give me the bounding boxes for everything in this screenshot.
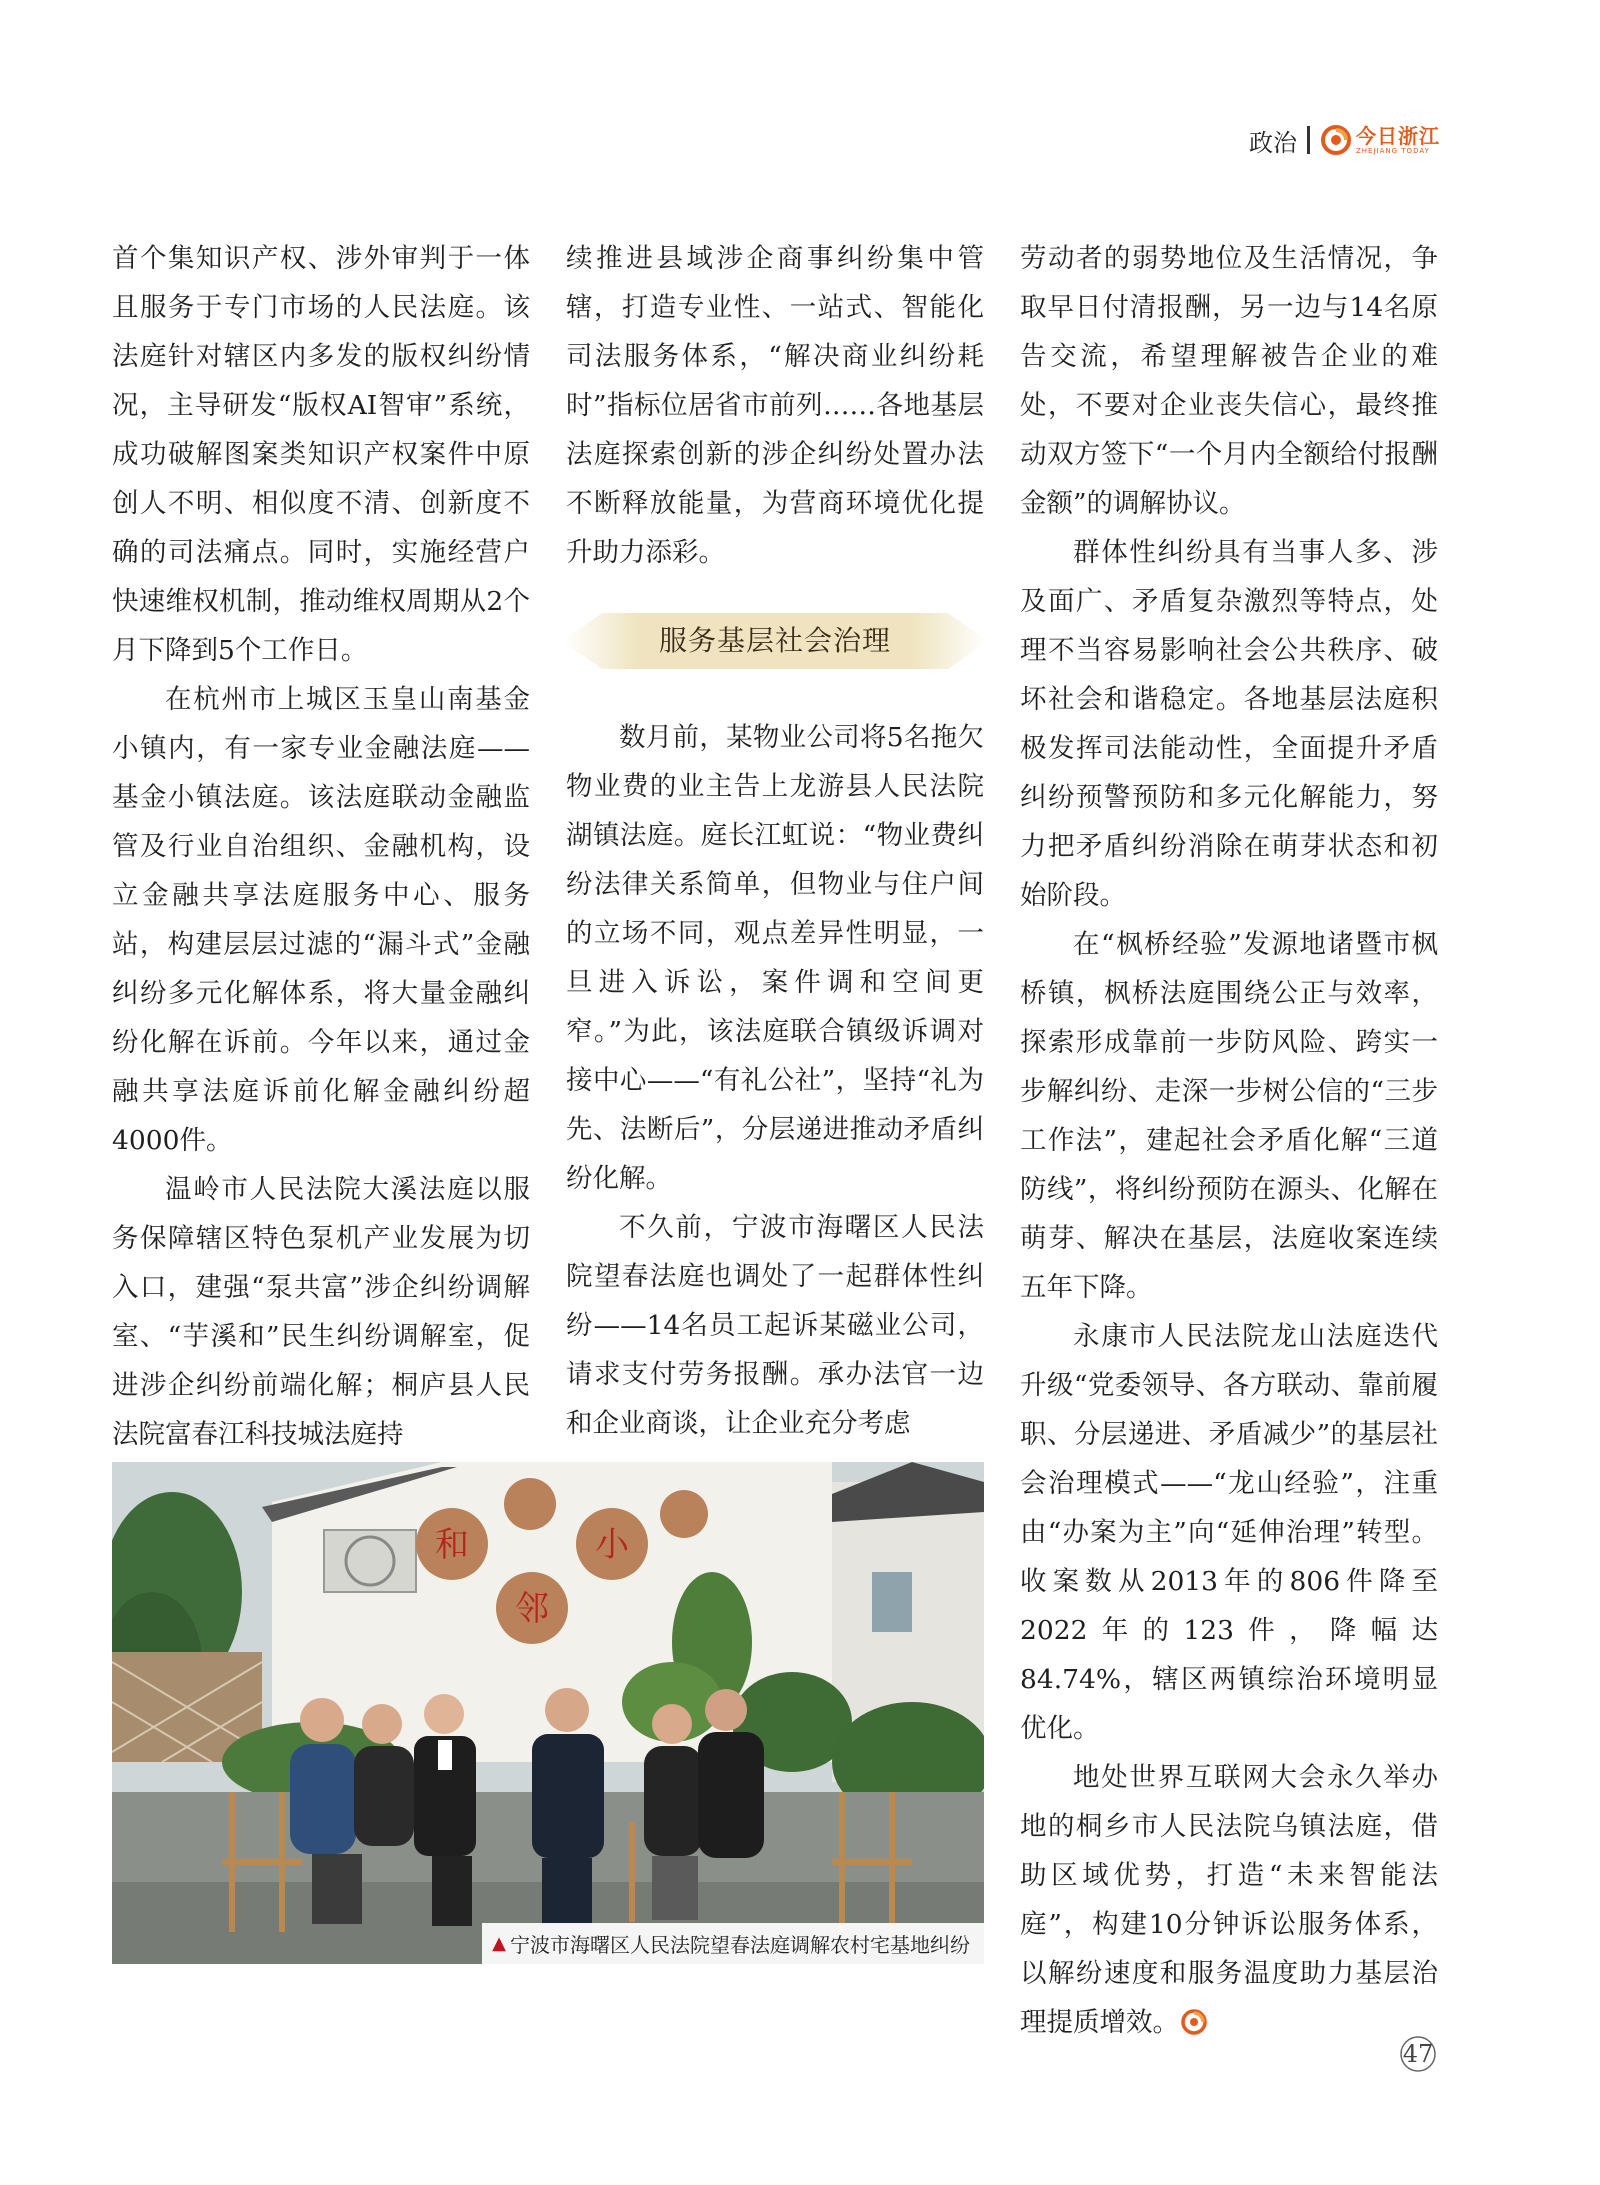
caption-text: 宁波市海曙区人民法院望春法庭调解农村宅基地纠纷	[510, 1933, 970, 1957]
paragraph: 在“枫桥经验”发源地诸暨市枫桥镇，枫桥法庭围绕公正与效率，探索形成靠前一步防风险、跨实一步解纠纷、走深一步树公信的“三步工作法”，建起社会矛盾化解“三道防线”，将纠纷预防在源头、化解在萌芽、解决在基层，法庭收案连续五年下降。	[1020, 929, 1438, 1303]
article-column-2	[566, 234, 984, 1448]
section-label: 政治	[1249, 128, 1297, 157]
paragraph: 续推进县域涉企商事纠纷集中管辖，打造专业性、一站式、智能化司法服务体系，“解决商业纠纷耗时”指标位居省市前列……各地基层法庭探索创新的涉企纠纷处置办法不断释放能量，为营商环境优化提升助力添彩。	[566, 243, 984, 568]
article-column-3	[1020, 234, 1438, 2047]
magazine-logo	[1320, 124, 1440, 156]
section-heading-banner	[566, 613, 984, 669]
paragraph-text: 地处世界互联网大会永久举办地的桐乡市人民法院乌镇法庭，借助区域优势，打造“未来智能法庭”，构建10分钟诉讼服务体系，以解纷速度和服务温度助力基层治理提质增效。	[1020, 1762, 1438, 2038]
page-header	[1249, 120, 1440, 160]
paragraph: 温岭市人民法院大溪法庭以服务保障辖区特色泵机产业发展为切入口，建强“泵共富”涉企纠纷调解室、“芋溪和”民生纠纷调解室，促进涉企纠纷前端化解；桐庐县人民法院富春江科技城法庭持	[112, 1174, 530, 1450]
wall-character: 邻	[515, 1589, 549, 1629]
paragraph: 劳动者的弱势地位及生活情况，争取早日付清报酬，另一边与14名原告交流，希望理解被告企业的难处，不要对企业丧失信心，最终推动双方签下“一个月内全额给付报酬金额”的调解协议。	[1020, 243, 1438, 519]
page-number	[1398, 2034, 1438, 2074]
logo-swirl-icon	[1320, 124, 1352, 156]
paragraph: 数月前，某物业公司将5名拖欠物业费的业主告上龙游县人民法院湖镇法庭。庭长江虹说：“物业费纠纷法律关系简单，但物业与住户间的立场不同，观点差异性明显，一旦进入诉讼，案件调和空间更窄。”为此，该法庭联合镇级诉调对接中心——“有礼公社”，坚持“礼为先、法断后”，分层递进推动矛盾纠纷化解。	[566, 722, 984, 1194]
paragraph: 永康市人民法院龙山法庭迭代升级“党委领导、各方联动、靠前履职、分层递进、矛盾减少”的基层社会治理模式——“龙山经验”，注重由“办案为主”向“延伸治理”转型。收案数从2013年的806件降至2022年的123件，降幅达84.74%，辖区两镇综治环境明显优化。	[1020, 1321, 1438, 1744]
paragraph	[1020, 1753, 1438, 2047]
logo-chinese: 今日浙江	[1356, 123, 1440, 148]
logo-english: ZHEJIANG TODAY	[1356, 146, 1430, 155]
page-number-text: 47	[1402, 2040, 1434, 2068]
article-photo	[112, 1462, 984, 1964]
header-divider	[1307, 126, 1310, 154]
caption-triangle-icon: ▲	[492, 1933, 506, 1954]
section-heading: 服务基层社会治理	[658, 624, 891, 657]
photo-illustration	[112, 1462, 984, 1964]
paragraph: 群体性纠纷具有当事人多、涉及面广、矛盾复杂激烈等特点，处理不当容易影响社会公共秩序、破坏社会和谐稳定。各地基层法庭积极发挥司法能动性，全面提升矛盾纠纷预警预防和多元化解能力，努力把矛盾纠纷消除在萌芽状态和初始阶段。	[1020, 537, 1438, 911]
paragraph: 不久前，宁波市海曙区人民法院望春法庭也调处了一起群体性纠纷——14名员工起诉某磁业公司，请求支付劳务报酬。承办法官一边和企业商谈，让企业充分考虑	[566, 1212, 984, 1439]
article-column-1	[112, 234, 530, 1459]
paragraph: 首个集知识产权、涉外审判于一体且服务于专门市场的人民法庭。该法庭针对辖区内多发的版权纠纷情况，主导研发“版权AI智审”系统，成功破解图案类知识产权案件中原创人不明、相似度不清、创新度不确的司法痛点。同时，实施经营户快速维权机制，推动维权周期从2个月下降到5个工作日。	[112, 243, 530, 666]
wall-character: 小	[595, 1525, 629, 1565]
paragraph: 在杭州市上城区玉皇山南基金小镇内，有一家专业金融法庭——基金小镇法庭。该法庭联动金融监管及行业自治组织、金融机构，设立金融共享法庭服务中心、服务站，构建层层过滤的“漏斗式”金融纠纷多元化解体系，将大量金融纠纷化解在诉前。今年以来，通过金融共享法庭诉前化解金融纠纷超4000件。	[112, 684, 530, 1156]
photo-caption	[482, 1923, 984, 1964]
article-end-mark-icon	[1179, 2007, 1209, 2037]
wall-character: 和	[435, 1525, 469, 1565]
